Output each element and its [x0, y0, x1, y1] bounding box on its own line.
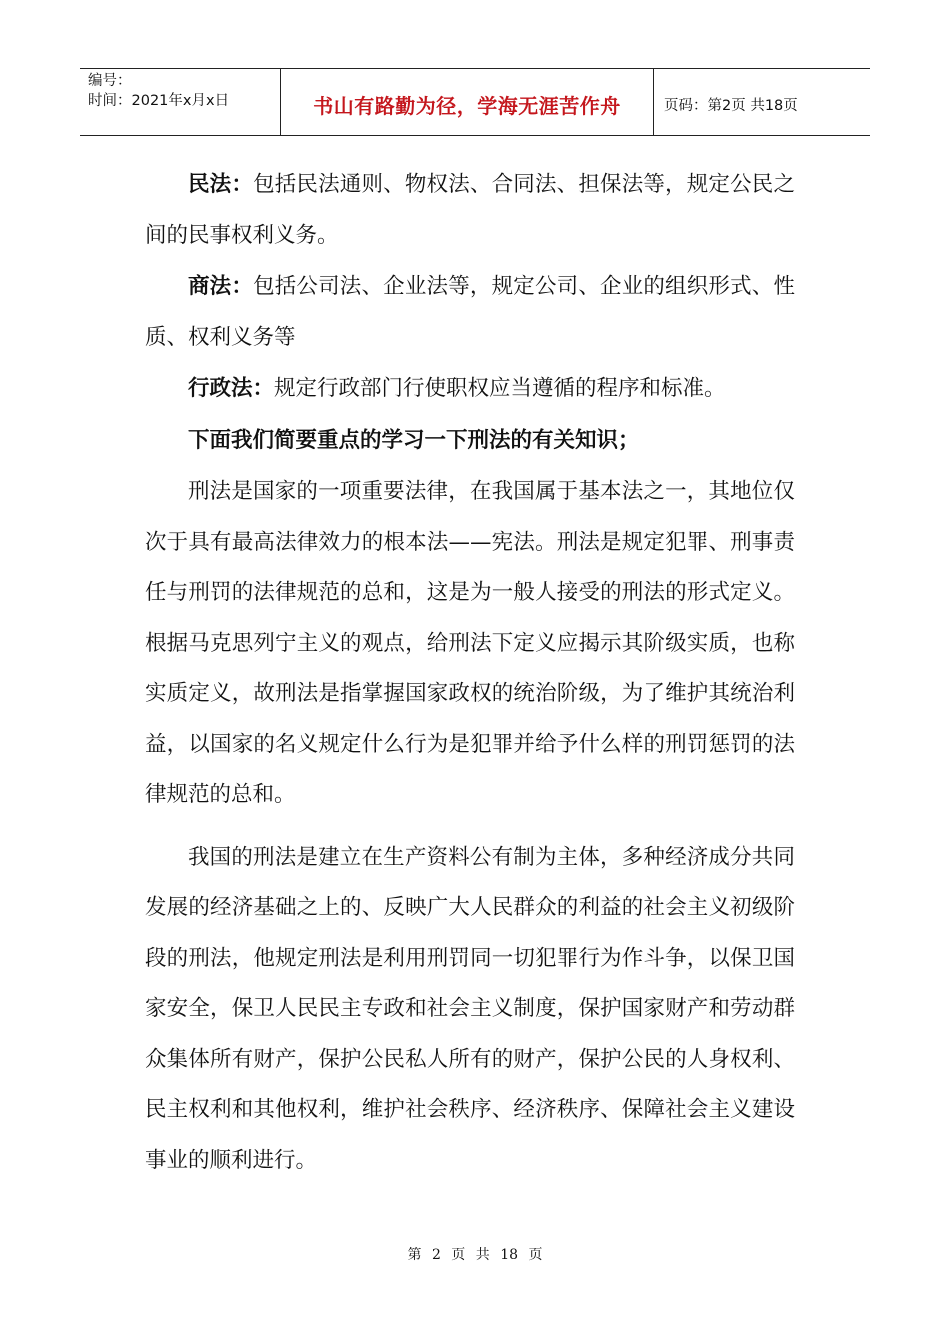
header-page-cell: [654, 69, 870, 135]
paragraph-criminal-law-definition: 刑法是国家的一项重要法律，在我国属于基本法之一，其地位仅次于具有最高法律效力的根本法——宪法。刑法是规定犯罪、刑事责任与刑罚的法律规范的总和，这是为一般人接受的刑法的形式定义。根据马克思列宁主义的观点，给刑法下定义应揭示其阶级实质，也称实质定义，故刑法是指掌握国家政权的统治阶级，为了维护其统治利益，以国家的名义规定什么行为是犯罪并给予什么样的刑罚惩罚的法律规范的总和。: [145, 479, 795, 807]
paragraph-administrative-law: [145, 364, 795, 415]
header-motto-cell: [281, 69, 654, 135]
administrative-law-text: 规定行政部门行使职权应当遵循的程序和标准。: [274, 376, 726, 401]
paragraph-commercial-law: [145, 262, 795, 363]
header-page-info: 页码：第2页 共18页: [664, 97, 798, 114]
civil-law-text: 包括民法通则、物权法、合同法、担保法等，规定公民之间的民事权利义务。: [145, 172, 795, 248]
paragraph-criminal-law-nature: 我国的刑法是建立在生产资料公有制为主体，多种经济成分共同发展的经济基础之上的、反映广大人民群众的利益的社会主义初级阶段的刑法，他规定刑法是利用刑罚同一切犯罪行为作斗争，以保卫国家安全，保卫人民民主专政和社会主义制度，保护国家财产和劳动群众集体所有财产，保护公民私人所有的财产，保护公民的人身权利、民主权利和其他权利，维护社会秩序、经济秩序、保障社会主义建设事业的顺利进行。: [145, 844, 795, 1173]
header-info-cell: [80, 69, 281, 135]
term-administrative-law: 行政法：: [188, 376, 275, 401]
commercial-law-text: 包括公司法、企业法等，规定公司、企业的组织形式、性质、权利义务等: [145, 274, 795, 350]
paragraph-civil-law: [145, 160, 795, 261]
term-commercial-law: 商法：: [188, 274, 254, 299]
page-header: [80, 68, 870, 136]
document-time-label: 时间：2021年x月x日: [88, 93, 230, 109]
header-motto: 书山有路勤为径，学海无涯苦作舟: [313, 93, 621, 118]
paragraph-criminal-law-intro: 下面我们简要重点的学习一下刑法的有关知识；: [188, 427, 640, 453]
document-number-label: 编号：: [88, 73, 132, 89]
document-body: [145, 160, 795, 1186]
term-civil-law: 民法：: [188, 172, 254, 197]
page-footer: 第 2 页 共 18 页: [407, 1247, 543, 1263]
